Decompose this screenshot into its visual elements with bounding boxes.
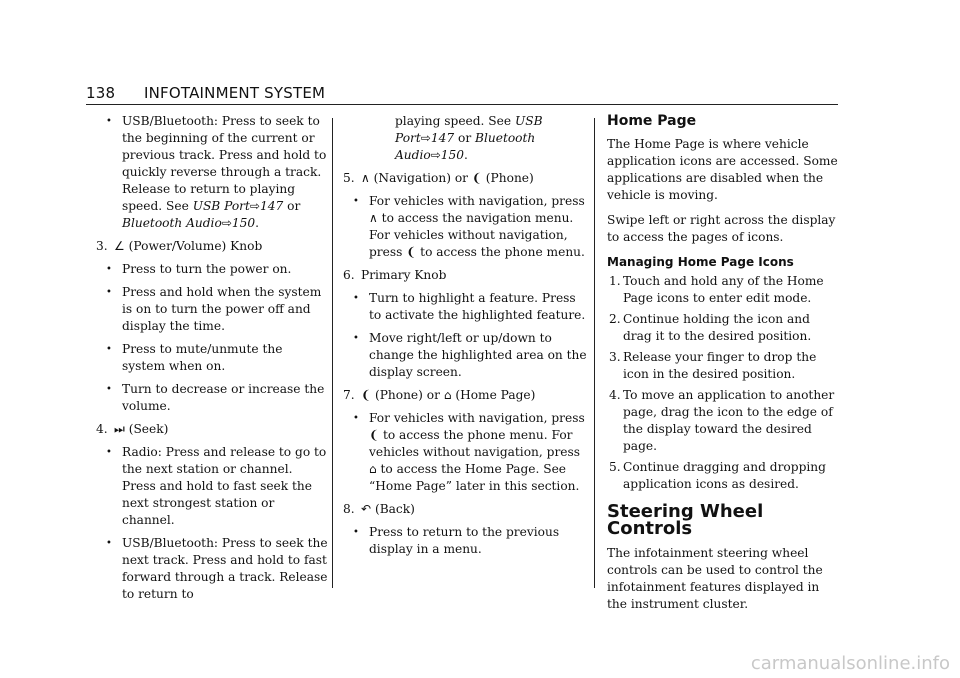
page-ref-icon: ⇨ [221, 216, 232, 230]
link-bluetooth-audio[interactable]: Bluetooth Audio [122, 216, 222, 230]
bullet-move-highlight: • Move right/left or up/down to change the highlighted area on the display screen. [353, 331, 587, 379]
bullet-navigation-menu: • For vehicles with navigation, press ∧ to access the navigation menu. For vehicles without navigation, press ❨ to access the phone menu. [353, 194, 585, 259]
bullet-back: • Press to return to the previous display in a menu. [353, 525, 560, 556]
column-1 [96, 113, 328, 609]
power-volume-icon: ∠ [114, 239, 125, 253]
paragraph-swipe: Swipe left or right across the display to access the pages of icons. [607, 213, 836, 244]
watermark: carmanualsonline.info [750, 653, 950, 674]
page-ref-icon: ⇨ [249, 199, 260, 213]
phone-icon: ❨ [369, 428, 380, 442]
bullet-icon: • [353, 413, 359, 424]
page-ref-icon: ⇨ [420, 131, 431, 145]
bullet-radio-seek: • Radio: Press and release to go to the next station or channel. Press and hold to fast seek the next strongest station or channel. [106, 445, 327, 527]
column-divider-1 [332, 118, 333, 588]
bullet-icon: • [353, 293, 359, 304]
phone-icon: ❨ [361, 388, 372, 402]
heading-managing-icons: Managing Home Page Icons [607, 255, 794, 269]
column-2 [343, 113, 587, 564]
phone-icon: ❨ [406, 245, 417, 259]
step-5: 5. Continue dragging and dropping application icons as desired. [609, 460, 826, 491]
section-title: INFOTAINMENT SYSTEM [144, 84, 326, 102]
link-usb-port[interactable]: USB Port [395, 114, 543, 145]
step-1: 1. Touch and hold any of the Home Page icons to enter edit mode. [609, 274, 824, 305]
bullet-phone-home-menu: • For vehicles with navigation, press ❨ to access the phone menu. For vehicles without navigation, press ⌂ to access the Home Page. See “Home Page” later in this section. [353, 411, 585, 493]
page-number: 138 [86, 84, 116, 102]
bullet-icon: • [106, 384, 112, 395]
bullet-icon: • [106, 287, 112, 298]
item-6-primary-knob: 6. Primary Knob [343, 268, 447, 282]
bullet-highlight-feature: • Turn to highlight a feature. Press to activate the highlighted feature. [353, 291, 586, 322]
item-3-power-volume: 3. ∠ (Power/Volume) Knob [96, 239, 263, 253]
home-icon: ⌂ [369, 462, 377, 476]
bullet-icon: • [106, 447, 112, 458]
step-2: 2. Continue holding the icon and drag it to the desired position. [609, 312, 812, 343]
heading-steering-wheel-controls: Steering Wheel Controls [607, 501, 764, 539]
link-bluetooth-audio[interactable]: Bluetooth Audio [395, 131, 536, 162]
item-7-phone-home: 7. ❨ (Phone) or ⌂ (Home Page) [343, 388, 536, 402]
bullet-power-off: • Press and hold when the system is on to turn the power off and display the time. [106, 285, 322, 333]
bullet-usb-seek: • USB/Bluetooth: Press to seek the next track. Press and hold to fast forward through a track. Release to return to [106, 536, 328, 601]
continued-text: playing speed. See USB Port⇨147 or Bluetooth Audio⇨150. [395, 114, 543, 162]
item-5-navigation-phone: 5. ∧ (Navigation) or ❨ (Phone) [343, 171, 534, 185]
bullet-usb-bluetooth-rewind: • USB/Bluetooth: Press to seek to the beginning of the current or previous track. Press and hold to quickly reverse through a track. Release to return to playing speed. See USB Port⇨147 or Bluetooth Audio⇨150. [106, 114, 327, 230]
bullet-power-on: • Press to turn the power on. [106, 262, 292, 276]
bullet-volume: • Turn to decrease or increase the volume. [106, 382, 325, 413]
column-3 [607, 113, 839, 621]
home-icon: ⌂ [443, 388, 452, 402]
bullet-icon: • [106, 116, 112, 127]
step-3: 3. Release your finger to drop the icon in the desired position. [609, 350, 817, 381]
page-ref-icon: ⇨ [430, 148, 441, 162]
header-rule [86, 104, 838, 105]
phone-icon: ❨ [471, 171, 482, 185]
page-header [86, 84, 838, 104]
bullet-icon: • [106, 264, 112, 275]
bullet-icon: • [106, 538, 112, 549]
bullet-mute: • Press to mute/unmute the system when on. [106, 342, 283, 373]
link-usb-port[interactable]: USB Port [192, 199, 250, 213]
bullet-icon: • [353, 527, 359, 538]
item-8-back: 8. ↶ (Back) [343, 502, 415, 516]
navigation-icon: ∧ [369, 211, 378, 225]
bullet-icon: • [353, 196, 359, 207]
bullet-icon: • [353, 333, 359, 344]
navigation-icon: ∧ [361, 171, 370, 185]
item-4-seek: 4. ⏭ (Seek) [96, 422, 169, 436]
seek-icon: ⏭ [114, 422, 125, 436]
column-divider-2 [594, 118, 595, 588]
paragraph-home-page: The Home Page is where vehicle application icons are accessed. Some applications are disabled when the vehicle is moving. [607, 137, 838, 202]
paragraph-steering-controls: The infotainment steering wheel controls can be used to control the infotainment features displayed in the instrument cluster. [607, 546, 823, 611]
step-4: 4. To move an application to another page, drag the icon to the edge of the display toward the desired page. [609, 388, 835, 453]
back-icon: ↶ [361, 502, 372, 516]
bullet-icon: • [106, 344, 112, 355]
heading-home-page: Home Page [607, 113, 697, 129]
